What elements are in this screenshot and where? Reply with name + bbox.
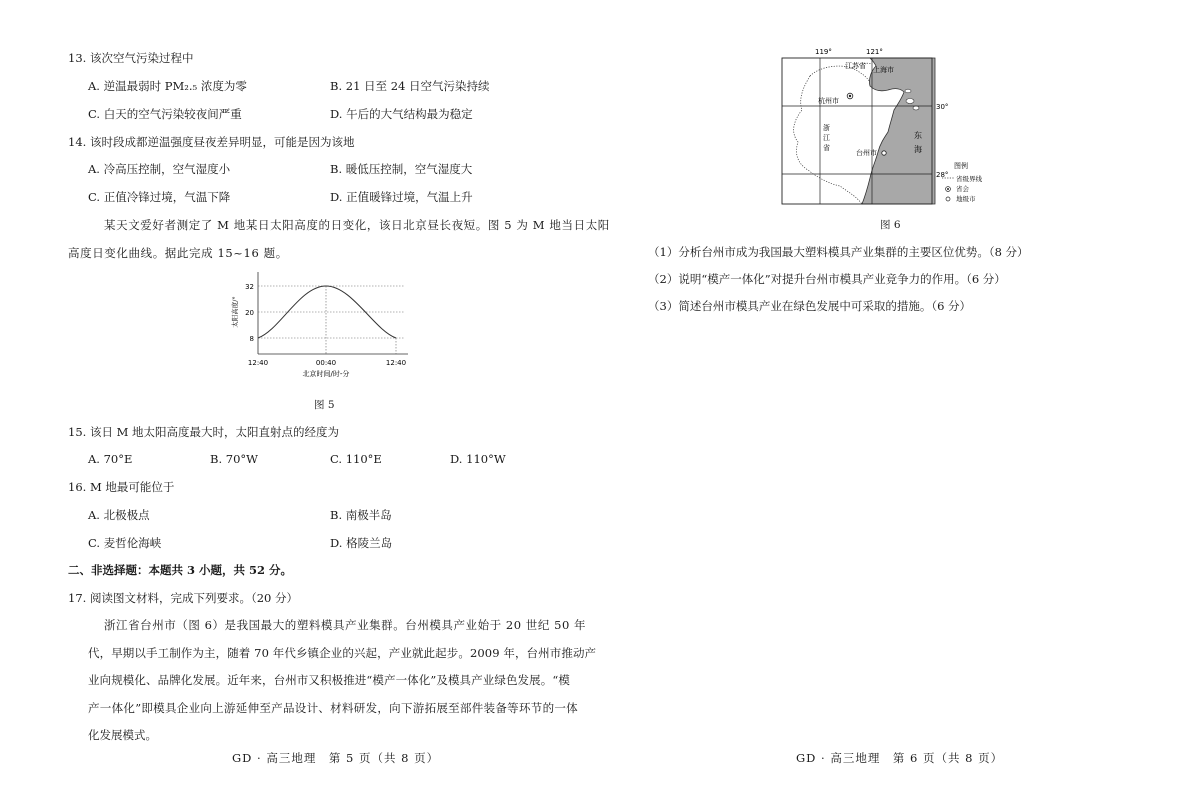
intro-line-2: 高度日变化曲线。据此完成 15~16 题。 <box>68 246 288 260</box>
hangzhou-label: 杭州市 <box>818 97 839 105</box>
province-border <box>794 66 870 204</box>
q15-stem: 15. 该日 M 地太阳高度最大时，太阳直射点的经度为 <box>68 425 340 439</box>
q15-option-a: A. 70°E <box>88 452 133 466</box>
q13-option-a: A. 逆温最弱时 PM₂.₅ 浓度为零 <box>88 79 247 93</box>
q17-sub-3: （3）简述台州市模具产业在绿色发展中可采取的措施。（6 分） <box>648 299 972 313</box>
q16-option-a: A. 北极极点 <box>88 508 150 522</box>
east-sea-area <box>862 58 935 204</box>
taizhou-city-marker <box>882 151 886 155</box>
xtick-end: 12:40 <box>385 359 407 367</box>
shanghai-label: 上海市 <box>873 66 894 74</box>
q17-sub-2: （2）说明“模产一体化”对提升台州市模具产业竞争力的作用。（6 分） <box>648 272 1006 286</box>
q14-option-c: C. 正值冷锋过境，气温下降 <box>88 190 231 204</box>
taizhou-label: 台州市 <box>856 149 877 157</box>
material-line-2: 代，早期以手工制作为主，随着 70 年代乡镇企业的兴起，产业就此起步。2009 年，台州市推动产 <box>88 646 597 660</box>
island-2 <box>913 106 919 110</box>
lon-121-label: 121° <box>866 48 883 56</box>
legend-capital-label: 省会 <box>956 185 969 193</box>
lat-28-label: 28° <box>936 171 949 179</box>
section-2-heading: 二、非选择题：本题共 3 小题，共 52 分。 <box>68 563 293 577</box>
q16-option-c: C. 麦哲伦海峡 <box>88 536 162 550</box>
intro-line-1: 某天文爱好者测定了 M 地某日太阳高度的日变化，该日北京昼长夜短。图 5 为 M 地当日太阳 <box>104 218 610 232</box>
q14-option-d: D. 正值暖锋过境，气温上升 <box>330 190 473 204</box>
legend-city-label: 地级市 <box>956 195 976 203</box>
zhejiang-label-3: 省 <box>823 144 830 152</box>
xlabel: 北京时间/时-分 <box>302 370 350 378</box>
q17-sub-1: （1）分析台州市成为我国最大塑料模具产业集群的主要区位优势。（8 分） <box>648 245 1029 259</box>
q14-option-b: B. 暖低压控制，空气湿度大 <box>330 162 473 176</box>
q13-option-c: C. 白天的空气污染较夜间严重 <box>88 107 242 121</box>
q16-option-d: D. 格陵兰岛 <box>330 536 393 550</box>
left-footer: GD · 高三地理 第 5 页（共 8 页） <box>232 751 440 765</box>
xtick-start: 12:40 <box>247 359 269 367</box>
q17-stem: 17. 阅读图文材料，完成下列要求。（20 分） <box>68 591 298 605</box>
q13-option-b: B. 21 日至 24 日空气污染持续 <box>330 79 490 93</box>
material-line-5: 化发展模式。 <box>88 728 157 742</box>
q15-option-c: C. 110°E <box>330 452 382 466</box>
legend-border-label: 省级界线 <box>956 175 982 183</box>
zhejiang-label-1: 浙 <box>823 124 830 132</box>
q14-option-a: A. 冷高压控制，空气湿度小 <box>88 162 231 176</box>
ytick-32: 32 <box>245 283 254 291</box>
zhejiang-label-2: 江 <box>823 134 830 142</box>
donghai-label-2: 海 <box>914 145 922 154</box>
q13-option-d: D. 午后的大气结构最为稳定 <box>330 107 473 121</box>
island-3 <box>905 89 911 93</box>
lon-119-label: 119° <box>815 48 832 56</box>
material-line-4: 产一体化”即模具企业向上游延伸至产品设计、材料研发，向下游拓展至部件装备等环节的一体 <box>88 701 578 715</box>
lat-30-label: 30° <box>936 103 949 111</box>
jiangsu-label: 江苏省 <box>845 62 866 70</box>
figure-5-caption: 图 5 <box>314 399 335 411</box>
donghai-label-1: 东 <box>914 131 922 140</box>
figure-6-caption: 图 6 <box>880 219 901 231</box>
q16-option-b: B. 南极半岛 <box>330 508 392 522</box>
ytick-20: 20 <box>245 309 254 317</box>
q16-stem: 16. M 地最可能位于 <box>68 480 175 494</box>
q14-stem: 14. 该时段成都逆温强度昼夜差异明显，可能是因为该地 <box>68 135 355 149</box>
material-line-3: 业向规模化、品牌化发展。近年来，台州市又积极推进“模产一体化”及模具产业绿色发展。“模 <box>88 673 570 687</box>
right-footer: GD · 高三地理 第 6 页（共 8 页） <box>796 751 1004 765</box>
ylabel: 太阳高度/° <box>231 296 239 328</box>
figure-5-chart <box>228 268 418 386</box>
material-line-1: 浙江省台州市（图 6）是我国最大的塑料模具产业集群。台州模具产业始于 20 世纪 50 年 <box>104 618 587 632</box>
legend-title: 图例 <box>954 162 968 170</box>
q13-stem: 13. 该次空气污染过程中 <box>68 51 194 65</box>
q15-option-b: B. 70°W <box>210 452 258 466</box>
q15-option-d: D. 110°W <box>450 452 506 466</box>
legend-city-symbol <box>946 197 950 201</box>
xtick-mid: 00:40 <box>315 359 337 367</box>
ytick-8: 8 <box>249 335 254 343</box>
island-1 <box>906 99 914 104</box>
figure-6-map <box>780 46 1002 208</box>
